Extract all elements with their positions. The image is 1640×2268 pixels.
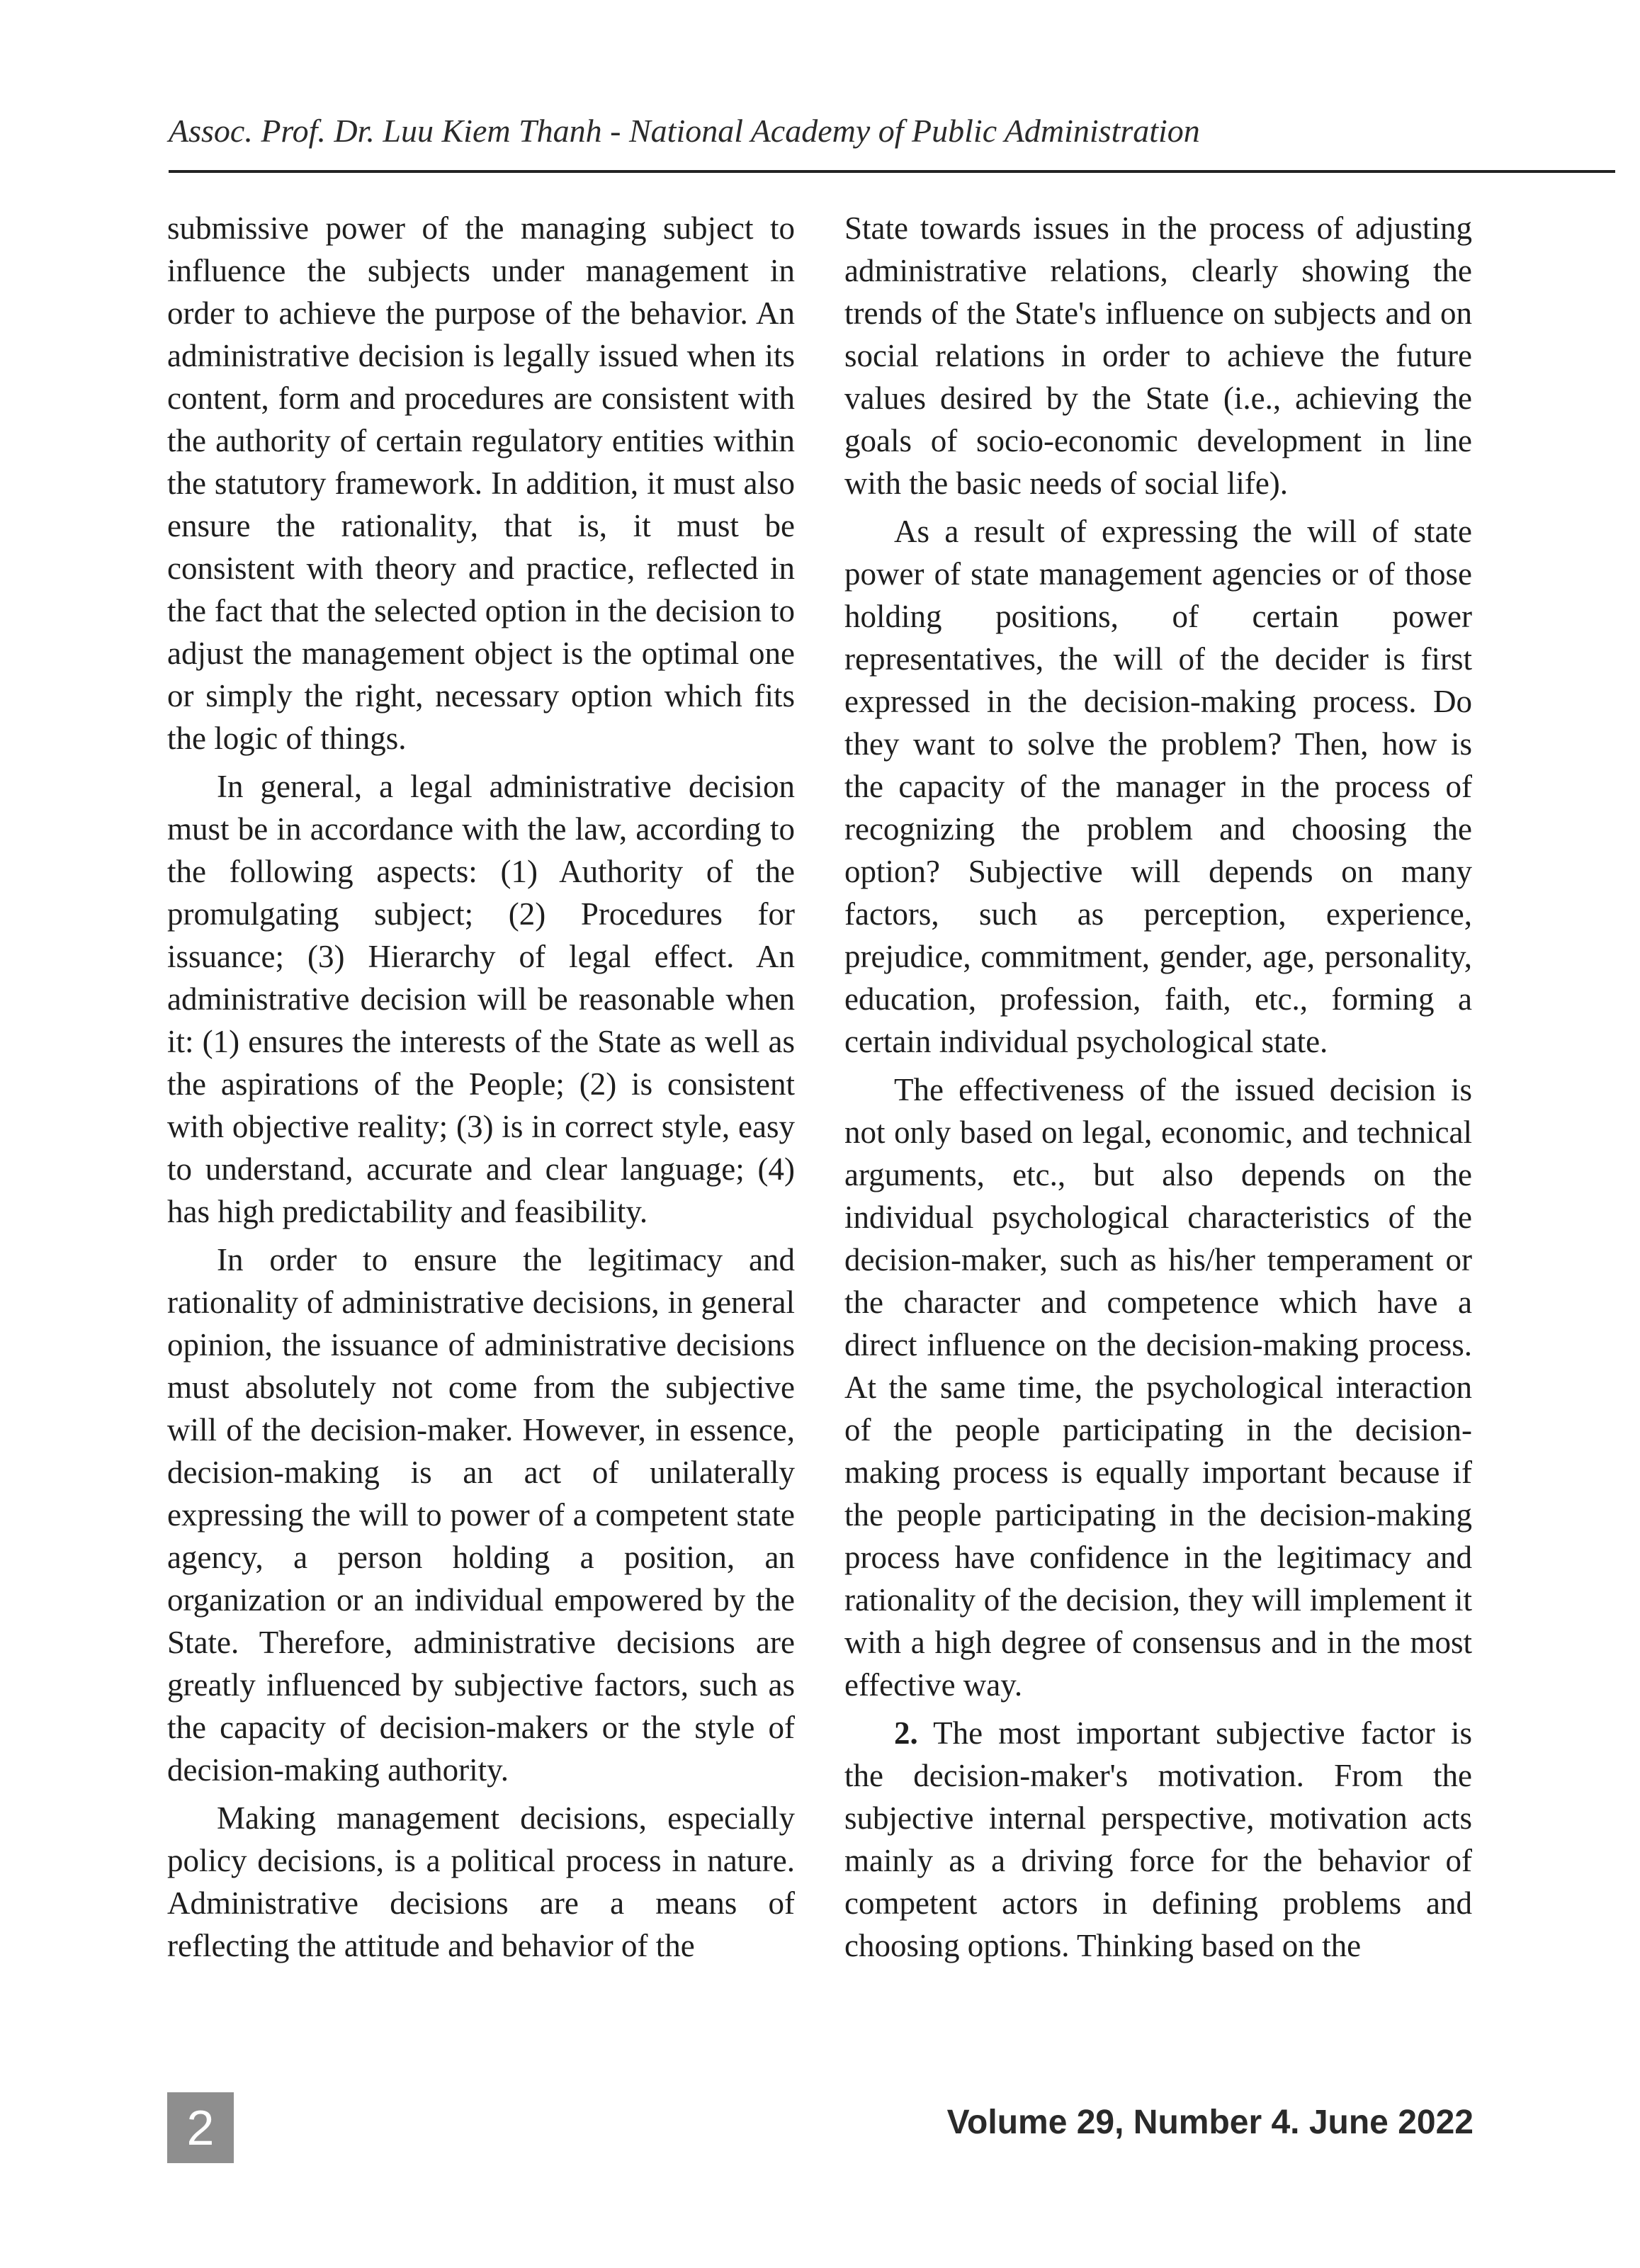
paragraph: As a result of expressing the will of state power of state management agencies or of those holding positions, of certain power representatives, the will of the decider is first expressed in the decision-making process. Do they want to solve the problem? Then, how is the capacity of the manager in the process of recognizing the problem and choosing the option? Subjective will depends on many factors, such as perception, experience, prejudice, commitment, gender, age, personality, education, profession, faith, etc., forming a certain individual psychological state. <box>844 514 1472 1059</box>
left-column <box>167 207 795 1973</box>
item-number: 2. <box>894 1715 918 1751</box>
header-rule <box>169 170 1615 173</box>
paragraph-continuation: State towards issues in the process of adjusting administrative relations, clearly showing the trends of the State's influence on subjects and on social relations in order to achieve the future values desired by the State (i.e., achieving the goals of socio-economic development in line with the basic needs of social life). <box>844 210 1472 501</box>
paragraph: In order to ensure the legitimacy and rationality of administrative decisions, in general opinion, the issuance of administrative decisions must absolutely not come from the subjective will of the decision-maker. However, in essence, decision-making is an act of unilaterally expressing the will to power of a competent state agency, a person holding a position, an organization or an individual empowered by the State. Therefore, administrative decisions are greatly influenced by subjective factors, such as the capacity of decision-makers or the style of decision-making authority. <box>167 1242 795 1788</box>
paragraph: Making management decisions, especially policy decisions, is a political process in nature. Administrative decisions are a means of reflecting the attitude and behavior of the <box>167 1800 795 1963</box>
paragraph: In general, a legal administrative decision must be in accordance with the law, according to the following aspects: (1) Authority of the promulgating subject; (2) Procedures for issuance; (3) Hierarchy of legal effect. An administrative decision will be reasonable when it: (1) ensures the interests of the State as well as the aspirations of the People; (2) is consistent with objective reality; (3) is in correct style, easy to understand, accurate and clear language; (4) has high predictability and feasibility. <box>167 769 795 1229</box>
running-header: Assoc. Prof. Dr. Luu Kiem Thanh - National Academy of Public Administration <box>169 113 1200 149</box>
paragraph-continuation: submissive power of the managing subject to influence the subjects under management in order to achieve the purpose of the behavior. An administrative decision is legally issued when its content, form and procedures are consistent with the authority of certain regulatory entities within the statutory framework. In addition, it must also ensure the rationality, that is, it must be consistent with theory and practice, reflected in the fact that the selected option in the decision to adjust the management object is the optimal one or simply the right, necessary option which fits the logic of things. <box>167 210 795 756</box>
paragraph: The effectiveness of the issued decision is not only based on legal, economic, and technical arguments, etc., but also depends on the individual psychological characteristics of the decision-maker, such as his/her temperament or the character and competence which have a direct influence on the decision-making process. At the same time, the psychological interaction of the people participating in the decision-making process is equally important because if the people participating in the decision-making process have confidence in the legitimacy and rationality of the decision, they will implement it with a high degree of consensus and in the most effective way. <box>844 1072 1472 1703</box>
numbered-paragraph <box>844 1712 1472 1967</box>
right-column <box>844 207 1472 1973</box>
paragraph-text: The most important subjective factor is the decision-maker's motivation. From the subjective internal perspective, motivation acts mainly as a driving force for the behavior of competent actors in defining problems and choosing options. Thinking based on the <box>844 1715 1472 1963</box>
page-number-badge: 2 <box>167 2092 234 2163</box>
footer-volume: Volume 29, Number 4. June 2022 <box>946 2104 1474 2141</box>
